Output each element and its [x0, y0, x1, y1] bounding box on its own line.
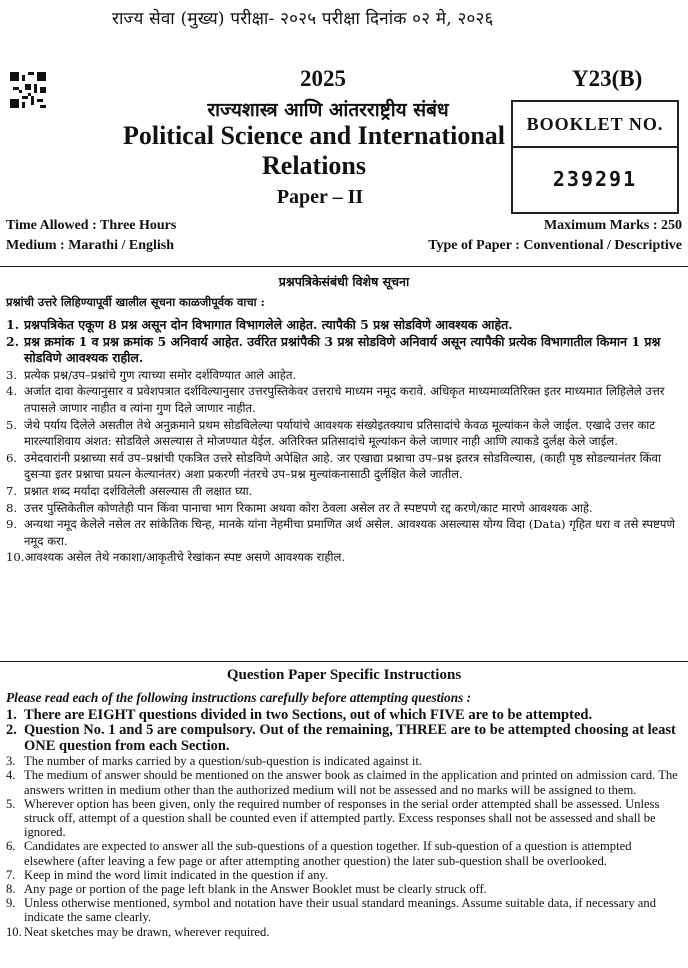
booklet-number: 239291	[552, 167, 638, 191]
paper-code: Y23(B)	[572, 66, 643, 91]
list-item: 4. The medium of answer should be mentioned on the answer book as claimed in the application and printed on admission card. The answers written in medium other than the authorized medium will not be assessed and no marks will be assigned to them.	[6, 768, 678, 797]
list-item: 5. Wherever option has been given, only the required number of responses in the serial order attempted shall be assessed. Unless struck off, attempt of a question shall be counted even if attempted partly. Excess responses shall not be assessed and shall be ignored.	[6, 796, 660, 840]
booklet-box	[511, 100, 679, 214]
list-item: 3. The number of marks carried by a question/sub-question is indicated against it.	[6, 754, 423, 769]
list-item: 2. Question No. 1 and 5 are compulsory. Out of the remaining, THREE are to be attempted choosing at least ONE question from each Section.	[6, 722, 676, 754]
handwritten-note: राज्य सेवा (मुख्य) परीक्षा- २०२५ परीक्षा दिनांक ०२ मे, २०२६	[112, 9, 494, 29]
list-item: 9. अन्यथा नमूद केलेले नसेल तर सांकेतिक चिन्ह, मानके यांना नेहमीचा प्रमाणित अर्थ असेल. आवश्यक असल्यास योग्य विदा (Data) गृहित धरा व तसे स्पष्टपणे नमूद करा.	[6, 517, 675, 548]
english-instructions	[6, 708, 682, 939]
booklet-label: BOOKLET NO.	[513, 102, 677, 148]
divider-middle	[0, 661, 688, 662]
divider-top	[0, 266, 688, 267]
medium: Medium : Marathi / English	[6, 238, 175, 253]
list-item: 6. उमेदवारांनी प्रश्नाच्या सर्व उप–प्रश्नांची एकत्रित उत्तरे सोडविणे अपेक्षित आहे. जर एखाद्या प्रश्नाचा उप–प्रश्न इतरत्र सोडविल्यास, (काही पृष्ठ सोडल्यानंतर किंवा दुसऱ्या इतर प्रश्नाचा प्रयत्न केल्यानंतर) अशा प्रकरणी नंतरचे उप–प्रश्न मुल्यांकनासाठी दुर्लक्षित केले जातील.	[6, 450, 662, 482]
list-item: 3. प्रत्येक प्रश्न/उप–प्रश्नांचे गुण त्याच्या समोर दर्शविण्यात आले आहेत.	[6, 367, 297, 382]
english-intro: Please read each of the following instructions carefully before attempting questions :	[6, 690, 472, 705]
list-item: 6. Candidates are expected to answer all the sub-questions of a question together. If sub-question of a question is attempted elsewhere (after leaving a few page or after attempting another question) the later sub-question shall be overlooked.	[6, 839, 632, 868]
list-item: 8. उत्तर पुस्तिकेतील कोणतेही पान किंवा पानाचा भाग रिकामा अथवा कोरा ठेवला असेल तर ते स्पष्टपणे रद्द करणे/काट मारणे आवश्यक आहे.	[6, 500, 593, 515]
title-marathi: राज्यशास्त्र आणि आंतरराष्ट्रीय संबंध	[207, 99, 449, 121]
marathi-instructions	[6, 317, 682, 566]
list-item: 1. There are EIGHT questions divided in two Sections, out of which FIVE are to be attempted.	[6, 707, 593, 723]
list-item: 9. Unless otherwise mentioned, symbol and notation have their usual standard meanings. Assume suitable data, if necessary and indicate the same clearly.	[6, 896, 656, 925]
list-item: 10. आवश्यक असेल तेथे नकाशा/आकृतीचे रेखांकन स्पष्ट असणे आवश्यक राहील.	[6, 550, 346, 565]
list-item: 1. प्रश्नपत्रिकेत एकूण 8 प्रश्न असून दोन विभागात विभागलेले आहेत. त्यापैकी 5 प्रश्न सोडविणे आवश्यक आहेत.	[6, 317, 513, 332]
list-item: 5. जेथे पर्याय दिलेले असतील तेथे अनुक्रमाने प्रथम सोडविलेल्या पर्यायांचे आवश्यक संख्येइतक्याच प्रतिसादांचे केवळ मूल्यांकन केले जाईल. एखादे उत्तर काट मारल्याशिवाय अंशत: सोडविले असल्यास ते मोजण्यात येईल. अतिरिक्त प्रतिसादांचे मूल्यांकन केले जाणार नाही आणि त्याकडे दुर्लक्ष केले जाईल.	[6, 417, 656, 449]
maximum-marks: Maximum Marks : 250	[543, 218, 682, 233]
time-allowed: Time Allowed : Three Hours	[6, 218, 177, 233]
qr-code-icon	[10, 72, 46, 108]
list-item: 7. Keep in mind the word limit indicated in the question if any.	[6, 867, 329, 882]
title-english: Political Science and International Relations	[122, 121, 506, 180]
type-of-paper: Type of Paper : Conventional / Descriptive	[428, 238, 682, 253]
list-item: 7. प्रश्नात शब्द मर्यादा दर्शविलेली असल्यास ती लक्षात घ्या.	[6, 483, 253, 498]
list-item: 4. अर्जात दावा केल्यानुसार व प्रवेशपत्रात दर्शविल्यानुसार उत्तरपुस्तिकेवर उत्तराचे माध्यम नमूद करावे. अधिकृत माध्यमाव्यतिरिक्त इतर माध्यमात लिहिलेले उत्तर तपासले जाणार नाहीत व त्यांना गुण दिले जाणार नाहीत.	[6, 384, 665, 415]
list-item: 2. प्रश्न क्रमांक 1 व प्रश्न क्रमांक 5 अनिवार्य आहेत. उर्वरित प्रश्नांपैकी 3 प्रश्न सोडविणे अनिवार्य असून त्यापैकी प्रत्येक विभागातील किमान 1 प्रश्न सोडविणे आवश्यक राहील.	[6, 333, 661, 366]
paper-number: Paper – II	[276, 186, 364, 208]
marathi-heading: प्रश्नपत्रिकेसंबंधी विशेष सूचना	[278, 274, 410, 289]
list-item: 8. Any page or portion of the page left blank in the Answer Booklet must be clearly struck off.	[6, 882, 487, 897]
marathi-intro: प्रश्नांची उत्तरे लिहिण्यापूर्वी खालील सूचना काळजीपूर्वक वाचा :	[6, 295, 265, 309]
list-item: 10. Neat sketches may be drawn, wherever required.	[6, 924, 270, 939]
english-heading: Question Paper Specific Instructions	[226, 667, 462, 683]
exam-year: 2025	[300, 66, 346, 91]
